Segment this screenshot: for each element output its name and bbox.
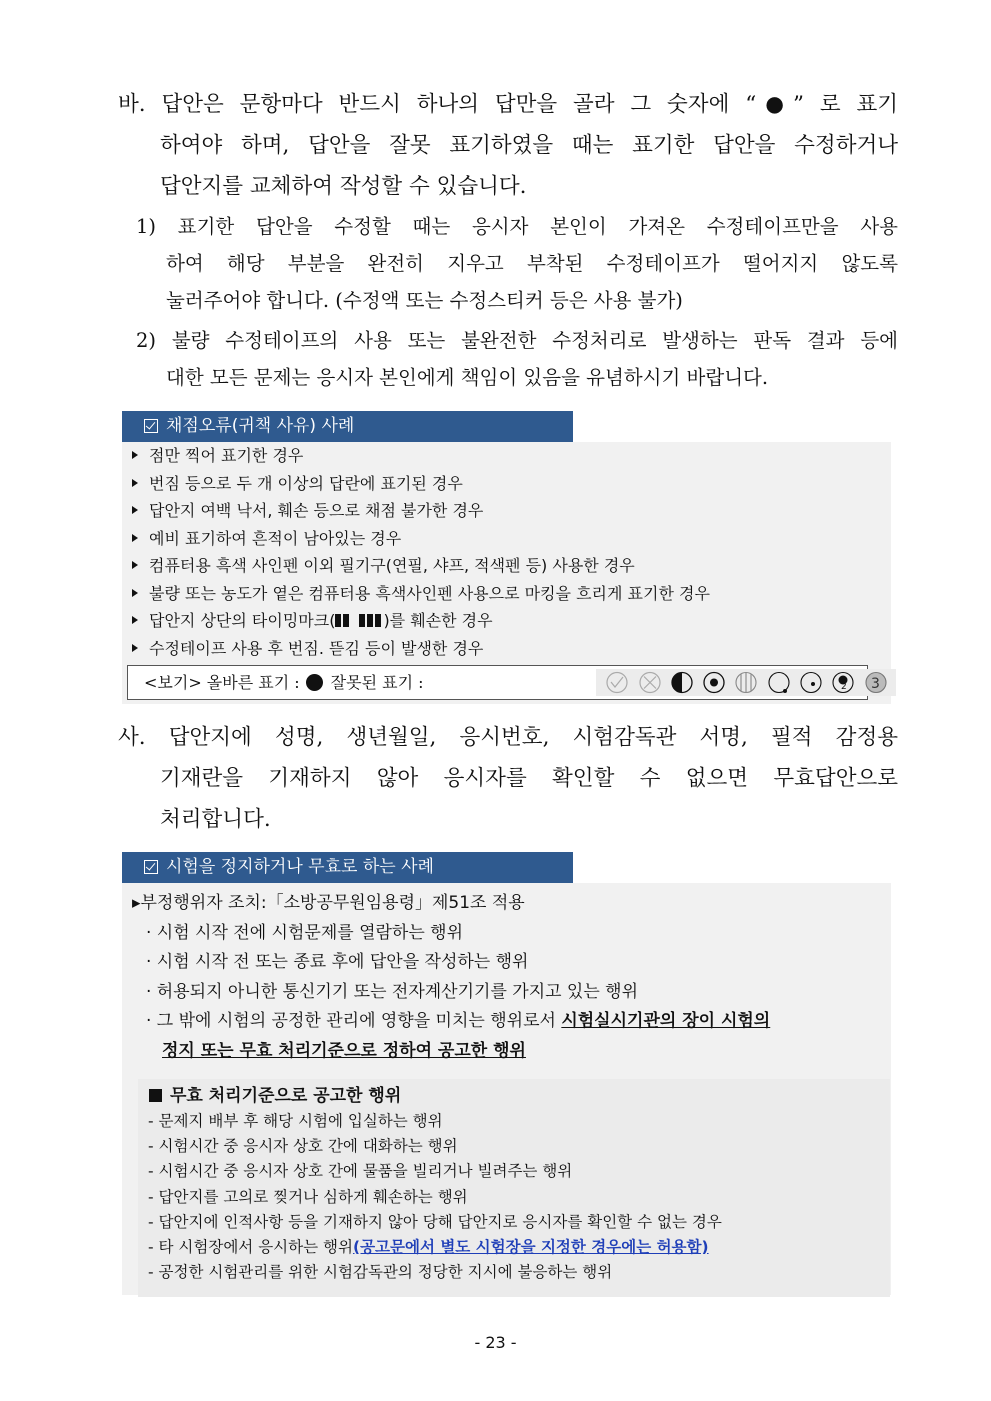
list-item-last: · 그 밖에 시험의 공정한 관리에 영향을 미치는 행위로서 시험실시기관의 장이 시험의 xyxy=(146,1011,771,1031)
paragraph-ba xyxy=(118,84,898,207)
paragraph-sa xyxy=(118,717,898,840)
bullet-icon xyxy=(132,589,138,597)
para-sa-line3: 처리합니다. xyxy=(160,807,271,832)
underlined-emphasis: 시험실시기관의 장이 시험의 xyxy=(561,1011,771,1031)
list-item: · 시험 시작 전에 시험문제를 열람하는 행위 xyxy=(146,922,464,943)
list-item: 번짐 등으로 두 개 이상의 답란에 표기된 경우 xyxy=(122,470,891,498)
svg-text:2: 2 xyxy=(841,682,847,692)
sub1-line2: 하여 해당 부분을 완전히 지우고 부착된 수정테이프가 떨어지지 않도록 xyxy=(166,252,898,275)
list-item: - 답안지에 인적사항 등을 기재하지 않아 당해 답안지로 응시자를 확인할 수 없는 경우 xyxy=(148,1212,722,1231)
correct-mark-icon xyxy=(306,674,323,691)
svg-text:3: 3 xyxy=(871,676,880,692)
list-item: · 허용되지 아니한 통신기기 또는 전자계산기기를 가지고 있는 행위 xyxy=(146,981,639,1002)
sub2-line2: 대한 모든 문제는 응시자 본인에게 책임이 있음을 유념하시기 바랍니다. xyxy=(166,366,769,389)
sub1-line3: 눌러주어야 합니다. (수정액 또는 수정스티커 등은 사용 불가) xyxy=(166,289,683,312)
underlined-emphasis: 정지 또는 무효 처리기준으로 정하여 공고한 행위 xyxy=(162,1040,526,1061)
list-item: - 공정한 시험관리를 위한 시험감독관의 정당한 지시에 불응하는 행위 xyxy=(148,1263,613,1282)
para-sa-line2: 기재란을 기재하지 않아 응시자를 확인할 수 없으면 무효답안으로 xyxy=(160,766,898,791)
list-item: - 시험시간 중 응시자 상호 간에 대화하는 행위 xyxy=(148,1137,458,1156)
sub-item-2 xyxy=(136,322,898,396)
example-label: <보기> 올바른 표기 : xyxy=(144,673,300,692)
list-item-last-cont xyxy=(130,1037,891,1067)
misconduct-heading: ▸부정행위자 조치:「소방공무원임용령」제51조 적용 xyxy=(132,893,525,913)
box1-title: 채점오류(귀책 사유) 사례 xyxy=(166,416,355,436)
bullet-icon xyxy=(132,561,138,569)
bullet-icon xyxy=(132,479,138,487)
box2-title-bar xyxy=(122,852,573,883)
invalid-criteria-box xyxy=(138,1079,890,1297)
timing-mark-icon xyxy=(335,611,383,630)
list-item: 답안지 여백 낙서, 훼손 등으로 채점 불가한 경우 xyxy=(122,497,891,525)
list-item: - 타 시험장에서 응시하는 행위(공고문에서 별도 시험장을 지정한 경우에는 허용함) xyxy=(148,1238,709,1257)
checkbox-icon xyxy=(144,419,158,433)
list-item: 수정테이프 사용 후 번짐. 뜯김 등이 발생한 경우 xyxy=(122,635,891,663)
list-item: 컴퓨터용 흑색 사인펜 이외 필기구(연필, 샤프, 적색펜 등) 사용한 경우 xyxy=(122,552,891,580)
wrong-label: 잘못된 표기 : xyxy=(330,673,424,692)
bullet-icon xyxy=(132,644,138,652)
invalid-criteria-title: 무효 처리기준으로 공고한 행위 xyxy=(138,1079,890,1109)
para-sa-line1: 사. 답안지에 성명, 생년월일, 응시번호, 시험감독관 서명, 필적 감정용 xyxy=(118,725,898,750)
wrong-marks-icon xyxy=(596,669,896,696)
square-bullet-icon xyxy=(149,1089,162,1102)
list-item: - 답안지를 고의로 찢거나 심하게 훼손하는 행위 xyxy=(148,1187,468,1206)
list-item: - 문제지 배부 후 해당 시험에 입실하는 행위 xyxy=(148,1112,443,1130)
sub1-line1: 1) 표기한 답안을 수정할 때는 응시자 본인이 가져온 수정테이프만을 사용 xyxy=(136,215,898,238)
exception-note: (공고문에서 별도 시험장을 지정한 경우에는 허용함) xyxy=(352,1238,709,1257)
wrong-marks-strip xyxy=(596,669,896,696)
box2-title: 시험을 정지하거나 무효로 하는 사례 xyxy=(166,857,434,877)
sub-item-1 xyxy=(136,208,898,319)
list-item: 예비 표기하여 흔적이 남아있는 경우 xyxy=(122,525,891,553)
list-item: · 시험 시작 전 또는 종료 후에 답안을 작성하는 행위 xyxy=(146,952,529,972)
page-number: - 23 - xyxy=(474,1333,517,1352)
marking-example xyxy=(127,665,880,700)
bullet-icon xyxy=(132,616,138,624)
box2-body xyxy=(122,883,891,1295)
bullet-icon xyxy=(132,506,138,514)
para-ba-line3: 답안지를 교체하여 작성할 수 있습니다. xyxy=(160,174,527,199)
list-item: - 시험시간 중 응시자 상호 간에 물품을 빌리거나 빌려주는 행위 xyxy=(148,1162,573,1181)
box1-title-bar xyxy=(122,411,573,442)
sub2-line1: 2) 불량 수정테이프의 사용 또는 불완전한 수정처리로 발생하는 판독 결과 등에 xyxy=(136,329,898,352)
list-item: 불량 또는 농도가 옅은 컴퓨터용 흑색사인펜 사용으로 마킹을 흐리게 표기한 경우 xyxy=(122,580,891,608)
para-ba-line1: 바. 답안은 문항마다 반드시 하나의 답만을 골라 그 숫자에 “●” 로 표기 xyxy=(118,92,898,117)
list-item: 점만 찍어 표기한 경우 xyxy=(122,442,891,470)
list-item-timing-mark: 답안지 상단의 타이밍마크( )를 훼손한 경우 xyxy=(122,607,891,635)
para-ba-line2: 하여야 하며, 답안을 잘못 표기하였을 때는 표기한 답안을 수정하거나 xyxy=(160,133,898,158)
bullet-icon xyxy=(132,534,138,542)
checkbox-icon xyxy=(144,860,158,874)
bullet-icon xyxy=(132,451,138,459)
